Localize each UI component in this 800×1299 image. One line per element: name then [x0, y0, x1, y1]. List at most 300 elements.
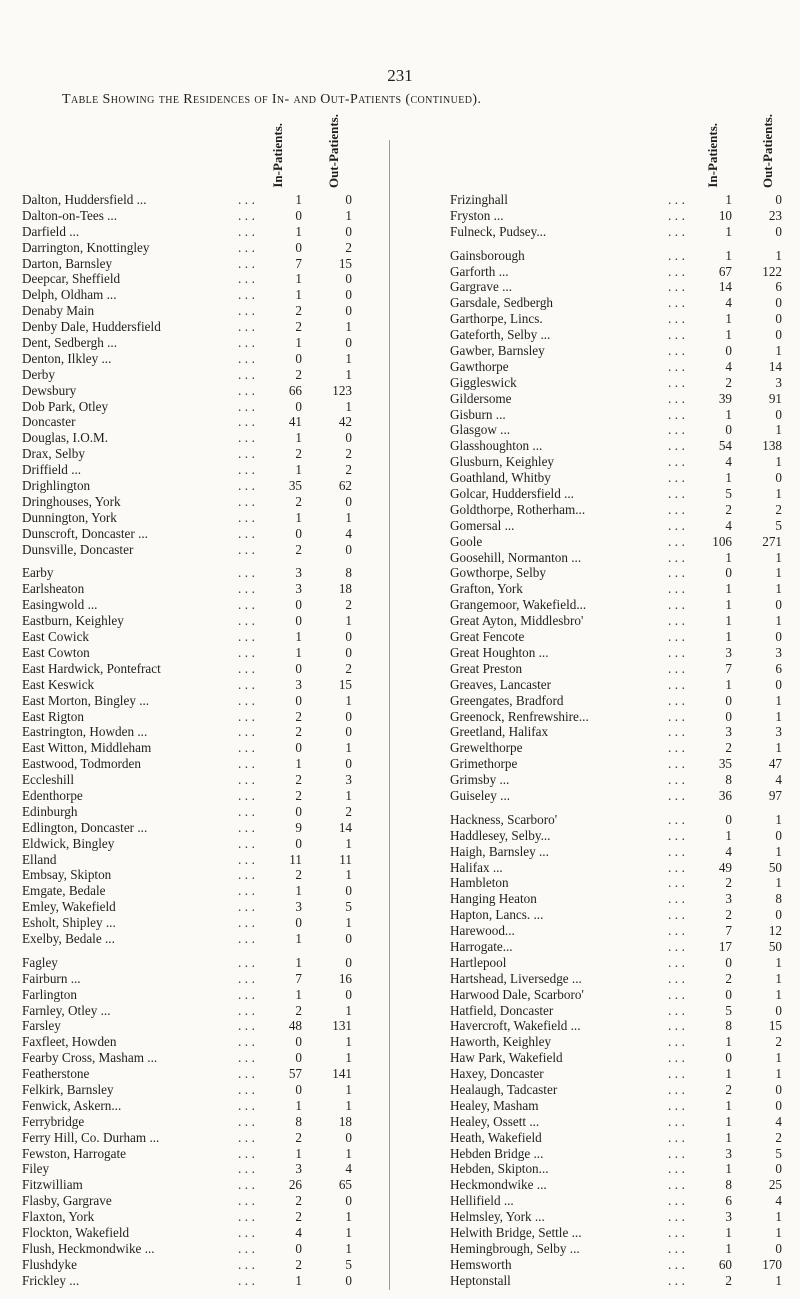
- dot-leader: ...: [238, 398, 259, 414]
- in-patients-value: 1: [295, 930, 302, 946]
- table-row: [22, 1114, 362, 1130]
- dot-leader: ...: [668, 247, 689, 263]
- in-patients-value: 0: [725, 692, 732, 708]
- table-row: [22, 1257, 362, 1273]
- table-row: [22, 1050, 362, 1066]
- in-patients-value: 2: [295, 1256, 302, 1272]
- place-name: Eastrington, Howden ...: [22, 724, 148, 740]
- out-patients-value: 0: [345, 930, 352, 946]
- in-patients-value: 0: [295, 803, 302, 819]
- place-name: Grangemoor, Wakefield...: [450, 597, 587, 613]
- table-title: [62, 92, 762, 108]
- place-name: Dewsbury: [22, 382, 77, 398]
- out-patients-value: 1: [775, 565, 782, 581]
- place-name: Fewston, Harrogate: [22, 1145, 127, 1161]
- place-name: Dent, Sedbergh ...: [22, 335, 117, 351]
- place-name: Garthorpe, Lincs.: [450, 311, 543, 327]
- out-patients-value: 50: [768, 938, 782, 954]
- table-row: [450, 359, 790, 375]
- place-name: Flockton, Wakefield: [22, 1225, 130, 1240]
- place-name: Fenwick, Askern...: [22, 1097, 122, 1113]
- in-patients-value: 1: [295, 192, 302, 207]
- dot-leader: ...: [668, 470, 689, 486]
- out-patients-value: 1: [345, 207, 352, 223]
- out-patients-value: 0: [775, 676, 782, 692]
- table-row: [450, 1098, 790, 1114]
- dot-leader: ...: [238, 541, 259, 557]
- table-row: [450, 661, 790, 677]
- out-patients-value: 0: [345, 541, 352, 557]
- in-patients-value: 35: [288, 478, 302, 494]
- out-patients-value: 1: [775, 740, 782, 756]
- out-patients-value: 3: [775, 724, 782, 740]
- table-row: [450, 1050, 790, 1066]
- dot-leader: ...: [238, 867, 259, 883]
- place-name: Hebden Bridge ...: [450, 1145, 544, 1161]
- out-patients-value: 1: [345, 915, 352, 931]
- dot-leader: ...: [238, 1272, 259, 1288]
- out-patients-value: 12: [768, 923, 782, 939]
- dot-leader: ...: [668, 613, 689, 629]
- place-name: Goosehill, Normanton ...: [450, 549, 582, 565]
- dot-leader: ...: [238, 207, 259, 223]
- dot-leader: ...: [668, 422, 689, 438]
- place-name: Gowthorpe, Selby: [450, 565, 546, 581]
- table-row: [450, 875, 790, 891]
- place-name: Fulneck, Pudsey...: [450, 223, 547, 239]
- table-row: [22, 709, 362, 725]
- place-name: Ferry Hill, Co. Durham ...: [22, 1129, 160, 1145]
- dot-leader: ...: [238, 565, 259, 581]
- place-name: Darton, Barnsley: [22, 255, 113, 271]
- out-patients-value: 42: [338, 414, 352, 430]
- out-patients-value: 0: [345, 271, 352, 287]
- in-patients-value: 2: [725, 374, 732, 390]
- table-row: [450, 1193, 790, 1209]
- in-patients-value: 66: [288, 382, 302, 398]
- dot-leader: ...: [238, 772, 259, 788]
- dot-leader: ...: [668, 1256, 689, 1272]
- table-row: [450, 375, 790, 391]
- out-patients-value: 1: [345, 1240, 352, 1256]
- in-patients-value: 3: [725, 1145, 732, 1161]
- dot-leader: ...: [238, 382, 259, 398]
- dot-leader: ...: [668, 374, 689, 390]
- table-row: [22, 971, 362, 987]
- in-patients-value: 3: [295, 899, 302, 915]
- place-name: Grimsby ...: [450, 772, 510, 788]
- out-patients-value: 8: [775, 891, 782, 907]
- table-row: [22, 1209, 362, 1225]
- out-patients-value: 3: [345, 772, 352, 788]
- dot-leader: ...: [238, 478, 259, 494]
- in-patients-value: 4: [295, 1225, 302, 1240]
- table-row: [450, 534, 790, 550]
- place-name: Heath, Wakefield: [450, 1129, 542, 1145]
- table-row: [22, 772, 362, 788]
- place-name: Dringhouses, York: [22, 493, 121, 509]
- in-patients-value: 4: [725, 295, 732, 311]
- dot-leader: ...: [668, 1177, 689, 1193]
- place-name: Hambleton: [450, 875, 509, 891]
- dot-leader: ...: [668, 644, 689, 660]
- dot-leader: ...: [668, 454, 689, 470]
- in-patients-value: 48: [288, 1018, 302, 1034]
- place-name: Harwood Dale, Scarboro': [450, 986, 584, 1002]
- in-patients-value: 5: [725, 486, 732, 502]
- table-row: [450, 987, 790, 1003]
- in-patients-value: 1: [725, 613, 732, 629]
- place-name: East Hardwick, Pontefract: [22, 660, 161, 676]
- place-name: Hellifield ...: [450, 1193, 514, 1209]
- place-name: Fitzwilliam: [22, 1177, 83, 1193]
- place-name: Healey, Ossett ...: [450, 1113, 540, 1129]
- out-patients-value: 1: [775, 1050, 782, 1066]
- table-row: [22, 836, 362, 852]
- place-name: Embsay, Skipton: [22, 867, 112, 883]
- dot-leader: ...: [668, 891, 689, 907]
- dot-leader: ...: [668, 1272, 689, 1288]
- out-patients-value: 1: [345, 787, 352, 803]
- place-name: Esholt, Shipley ...: [22, 915, 116, 931]
- place-name: Grimethorpe: [450, 756, 518, 772]
- out-patients-value: 4: [775, 1113, 782, 1129]
- out-patients-value: 1: [345, 509, 352, 525]
- out-patients-value: 3: [775, 374, 782, 390]
- table-row: [22, 462, 362, 478]
- out-patients-value: 1: [345, 1225, 352, 1240]
- out-patients-value: 123: [332, 382, 352, 398]
- dot-leader: ...: [668, 517, 689, 533]
- table-row: [22, 955, 362, 971]
- dot-leader: ...: [238, 319, 259, 335]
- dot-leader: ...: [238, 366, 259, 382]
- out-patients-value: 1: [345, 319, 352, 335]
- out-patients-value: 1: [345, 366, 352, 382]
- in-patients-value: 1: [295, 287, 302, 303]
- in-patients-value: 2: [295, 867, 302, 883]
- out-patients-value: 1: [775, 549, 782, 565]
- out-patients-value: 1: [345, 692, 352, 708]
- table-row: [450, 645, 790, 661]
- dot-leader: ...: [238, 462, 259, 478]
- in-patients-value: 1: [725, 327, 732, 343]
- place-name: Great Houghton ...: [450, 644, 549, 660]
- place-name: East Cowick: [22, 629, 90, 645]
- table-row: [450, 438, 790, 454]
- out-patients-value: 0: [775, 597, 782, 613]
- table-row: [22, 629, 362, 645]
- place-name: Gainsborough: [450, 247, 525, 263]
- place-name: East Witton, Middleham: [22, 740, 152, 756]
- dot-leader: ...: [238, 239, 259, 255]
- out-patients-value: 1: [345, 398, 352, 414]
- dot-leader: ...: [668, 843, 689, 859]
- out-patients-value: 3: [775, 644, 782, 660]
- table-row: [22, 1193, 362, 1209]
- place-name: Helwith Bridge, Settle ...: [450, 1225, 582, 1240]
- in-patients-value: 2: [725, 1272, 732, 1288]
- out-patients-value: 15: [768, 1018, 782, 1034]
- table-row: [450, 327, 790, 343]
- table-row: [22, 414, 362, 430]
- dot-leader: ...: [238, 581, 259, 597]
- table-row: [450, 391, 790, 407]
- out-patients-value: 0: [345, 644, 352, 660]
- table-row: [450, 709, 790, 725]
- out-patients-value: 1: [775, 970, 782, 986]
- dot-leader: ...: [238, 660, 259, 676]
- table-row: [450, 677, 790, 693]
- dot-leader: ...: [668, 279, 689, 295]
- out-patients-value: 1: [345, 613, 352, 629]
- table-row: [22, 867, 362, 883]
- in-patients-value: 5: [725, 1002, 732, 1018]
- place-name: Flaxton, York: [22, 1209, 95, 1225]
- place-name: Haxey, Doncaster: [450, 1066, 544, 1082]
- place-name: Goldthorpe, Rotherham...: [450, 501, 586, 517]
- out-patients-value: 0: [345, 756, 352, 772]
- table-row: [22, 852, 362, 868]
- in-patients-value: 1: [725, 223, 732, 239]
- place-name: Flasby, Gargrave: [22, 1193, 112, 1209]
- table-row: [22, 1273, 362, 1289]
- in-patients-value: 2: [295, 319, 302, 335]
- place-name: Glasgow ...: [450, 422, 511, 438]
- dot-leader: ...: [238, 1225, 259, 1240]
- dot-leader: ...: [238, 1145, 259, 1161]
- table-row: [22, 383, 362, 399]
- place-name: Hemingbrough, Selby ...: [450, 1240, 580, 1256]
- in-patients-value: 4: [725, 454, 732, 470]
- table-row: [450, 248, 790, 264]
- in-patients-value: 2: [725, 875, 732, 891]
- in-patients-value: 1: [725, 1240, 732, 1256]
- in-patients-value: 41: [288, 414, 302, 430]
- table-row: [22, 256, 362, 272]
- place-name: East Rigton: [22, 708, 84, 724]
- dot-leader: ...: [668, 1129, 689, 1145]
- dot-leader: ...: [238, 414, 259, 430]
- table-row: [450, 311, 790, 327]
- in-patients-value: 1: [725, 629, 732, 645]
- out-patients-value: 2: [345, 446, 352, 462]
- table-row: [22, 192, 362, 208]
- dot-leader: ...: [238, 446, 259, 462]
- in-patients-value: 2: [295, 1129, 302, 1145]
- in-patients-value: 4: [725, 517, 732, 533]
- out-patients-value: 65: [338, 1177, 352, 1193]
- in-patients-value: 2: [295, 303, 302, 319]
- in-patients-value: 2: [725, 740, 732, 756]
- place-name: Haigh, Barnsley ...: [450, 843, 549, 859]
- table-row: [450, 1082, 790, 1098]
- table-row: [22, 677, 362, 693]
- table-row: [450, 224, 790, 240]
- dot-leader: ...: [668, 343, 689, 359]
- out-patients-value: 0: [345, 430, 352, 446]
- in-patients-value: 1: [295, 462, 302, 478]
- table-row: [22, 693, 362, 709]
- in-patients-value: 0: [295, 239, 302, 255]
- table-row: [22, 883, 362, 899]
- in-patients-value: 0: [295, 398, 302, 414]
- out-patients-value: 0: [345, 986, 352, 1002]
- dot-leader: ...: [238, 803, 259, 819]
- place-name: Faxfleet, Howden: [22, 1034, 117, 1050]
- in-patients-value: 10: [718, 207, 732, 223]
- in-patients-value: 1: [295, 223, 302, 239]
- in-patients-value: 8: [725, 1177, 732, 1193]
- dot-leader: ...: [238, 954, 259, 970]
- dot-leader: ...: [238, 350, 259, 366]
- table-row: [22, 1146, 362, 1162]
- table-row: [22, 351, 362, 367]
- place-name: Farsley: [22, 1018, 61, 1034]
- table-row: [450, 208, 790, 224]
- table-row: [22, 1082, 362, 1098]
- table-row: [450, 1003, 790, 1019]
- dot-leader: ...: [238, 676, 259, 692]
- in-patients-value: 3: [295, 1161, 302, 1177]
- table-row: [22, 661, 362, 677]
- out-patients-value: 2: [775, 501, 782, 517]
- out-patients-value: 2: [345, 239, 352, 255]
- out-patients-value: 1: [775, 692, 782, 708]
- dot-leader: ...: [668, 708, 689, 724]
- out-patients-value: 0: [775, 827, 782, 843]
- table-row: [450, 788, 790, 804]
- out-patients-value: 1: [775, 454, 782, 470]
- in-patients-value: 2: [295, 541, 302, 557]
- title-text: Table Showing the Residences of In- and Out-Patients (continued).: [62, 92, 482, 107]
- out-patients-value: 0: [775, 311, 782, 327]
- place-name: Harewood...: [450, 923, 515, 939]
- dot-leader: ...: [668, 549, 689, 565]
- in-patients-value: 1: [295, 629, 302, 645]
- out-patients-value: 2: [345, 597, 352, 613]
- place-name: Hartlepool: [450, 954, 507, 970]
- place-name: Hebden, Skipton...: [450, 1161, 549, 1177]
- out-patients-value: 0: [345, 493, 352, 509]
- out-patients-value: 1: [345, 350, 352, 366]
- dot-leader: ...: [668, 358, 689, 374]
- place-name: Eastwood, Todmorden: [22, 756, 141, 772]
- out-patients-value: 1: [775, 1066, 782, 1082]
- place-name: Eldwick, Bingley: [22, 835, 115, 851]
- table-row: [450, 565, 790, 581]
- dot-leader: ...: [238, 692, 259, 708]
- table-row: [22, 446, 362, 462]
- in-patients-value: 54: [718, 438, 732, 454]
- in-patients-value: 60: [718, 1256, 732, 1272]
- place-name: Gateforth, Selby ...: [450, 327, 551, 343]
- dot-leader: ...: [238, 883, 259, 899]
- dot-leader: ...: [238, 1129, 259, 1145]
- table-row: [450, 1146, 790, 1162]
- place-name: Garforth ...: [450, 263, 509, 279]
- dot-leader: ...: [668, 756, 689, 772]
- dot-leader: ...: [668, 692, 689, 708]
- out-patients-value: 1: [775, 247, 782, 263]
- out-patients-value: 2: [775, 1034, 782, 1050]
- out-patients-value: 1: [345, 1209, 352, 1225]
- in-patients-value: 2: [725, 1081, 732, 1097]
- table-row: [22, 597, 362, 613]
- out-patients-value: 4: [775, 1193, 782, 1209]
- table-row: [450, 343, 790, 359]
- in-patients-value: 0: [725, 1050, 732, 1066]
- dot-leader: ...: [238, 835, 259, 851]
- table-row: [450, 454, 790, 470]
- table-row: [22, 303, 362, 319]
- out-patients-value: 1: [345, 1081, 352, 1097]
- dot-leader: ...: [668, 1066, 689, 1082]
- place-name: Drighlington: [22, 478, 91, 494]
- in-patients-value: 0: [295, 613, 302, 629]
- out-patients-value: 18: [338, 581, 352, 597]
- table-row: [450, 629, 790, 645]
- dot-leader: ...: [668, 581, 689, 597]
- dot-leader: ...: [668, 772, 689, 788]
- place-name: Doncaster: [22, 414, 76, 430]
- in-patients-value: 1: [295, 954, 302, 970]
- table-row: [22, 565, 362, 581]
- out-patients-value: 1: [775, 486, 782, 502]
- dot-leader: ...: [668, 986, 689, 1002]
- in-patients-value: 8: [725, 1018, 732, 1034]
- out-patients-value: 1: [775, 986, 782, 1002]
- in-patients-value: 17: [718, 938, 732, 954]
- out-patients-value: 11: [339, 851, 352, 867]
- in-patients-value: 2: [295, 366, 302, 382]
- out-patients-value: 0: [345, 287, 352, 303]
- out-patients-value: 0: [345, 1272, 352, 1288]
- out-patients-value: 4: [345, 1161, 352, 1177]
- in-patients-value: 0: [295, 1081, 302, 1097]
- out-patients-value: 0: [775, 1161, 782, 1177]
- out-patients-value: 4: [345, 525, 352, 541]
- in-patients-value: 67: [718, 263, 732, 279]
- dot-leader: ...: [238, 1018, 259, 1034]
- in-patients-value: 49: [718, 859, 732, 875]
- place-name: Hartshead, Liversedge ...: [450, 970, 582, 986]
- place-name: Hatfield, Doncaster: [450, 1002, 554, 1018]
- table-row: [22, 430, 362, 446]
- out-patients-value: 1: [775, 613, 782, 629]
- place-name: Goathland, Whitby: [450, 470, 551, 486]
- table-row: [450, 756, 790, 772]
- out-patients-value: 1: [775, 954, 782, 970]
- in-patients-value: 0: [295, 350, 302, 366]
- dot-leader: ...: [668, 629, 689, 645]
- left-out-patients-header: Out-Patients.: [326, 113, 341, 188]
- table-row: [22, 1003, 362, 1019]
- out-patients-value: 0: [775, 327, 782, 343]
- out-patients-value: 0: [345, 883, 352, 899]
- in-patients-value: 35: [718, 756, 732, 772]
- in-patients-value: 6: [725, 1193, 732, 1209]
- dot-leader: ...: [668, 827, 689, 843]
- out-patients-value: 1: [775, 708, 782, 724]
- table-row: [450, 740, 790, 756]
- dot-leader: ...: [668, 1240, 689, 1256]
- in-patients-value: 2: [725, 970, 732, 986]
- place-name: Garsdale, Sedbergh: [450, 295, 554, 311]
- in-patients-value: 0: [295, 1034, 302, 1050]
- in-patients-value: 7: [725, 660, 732, 676]
- table-row: [22, 804, 362, 820]
